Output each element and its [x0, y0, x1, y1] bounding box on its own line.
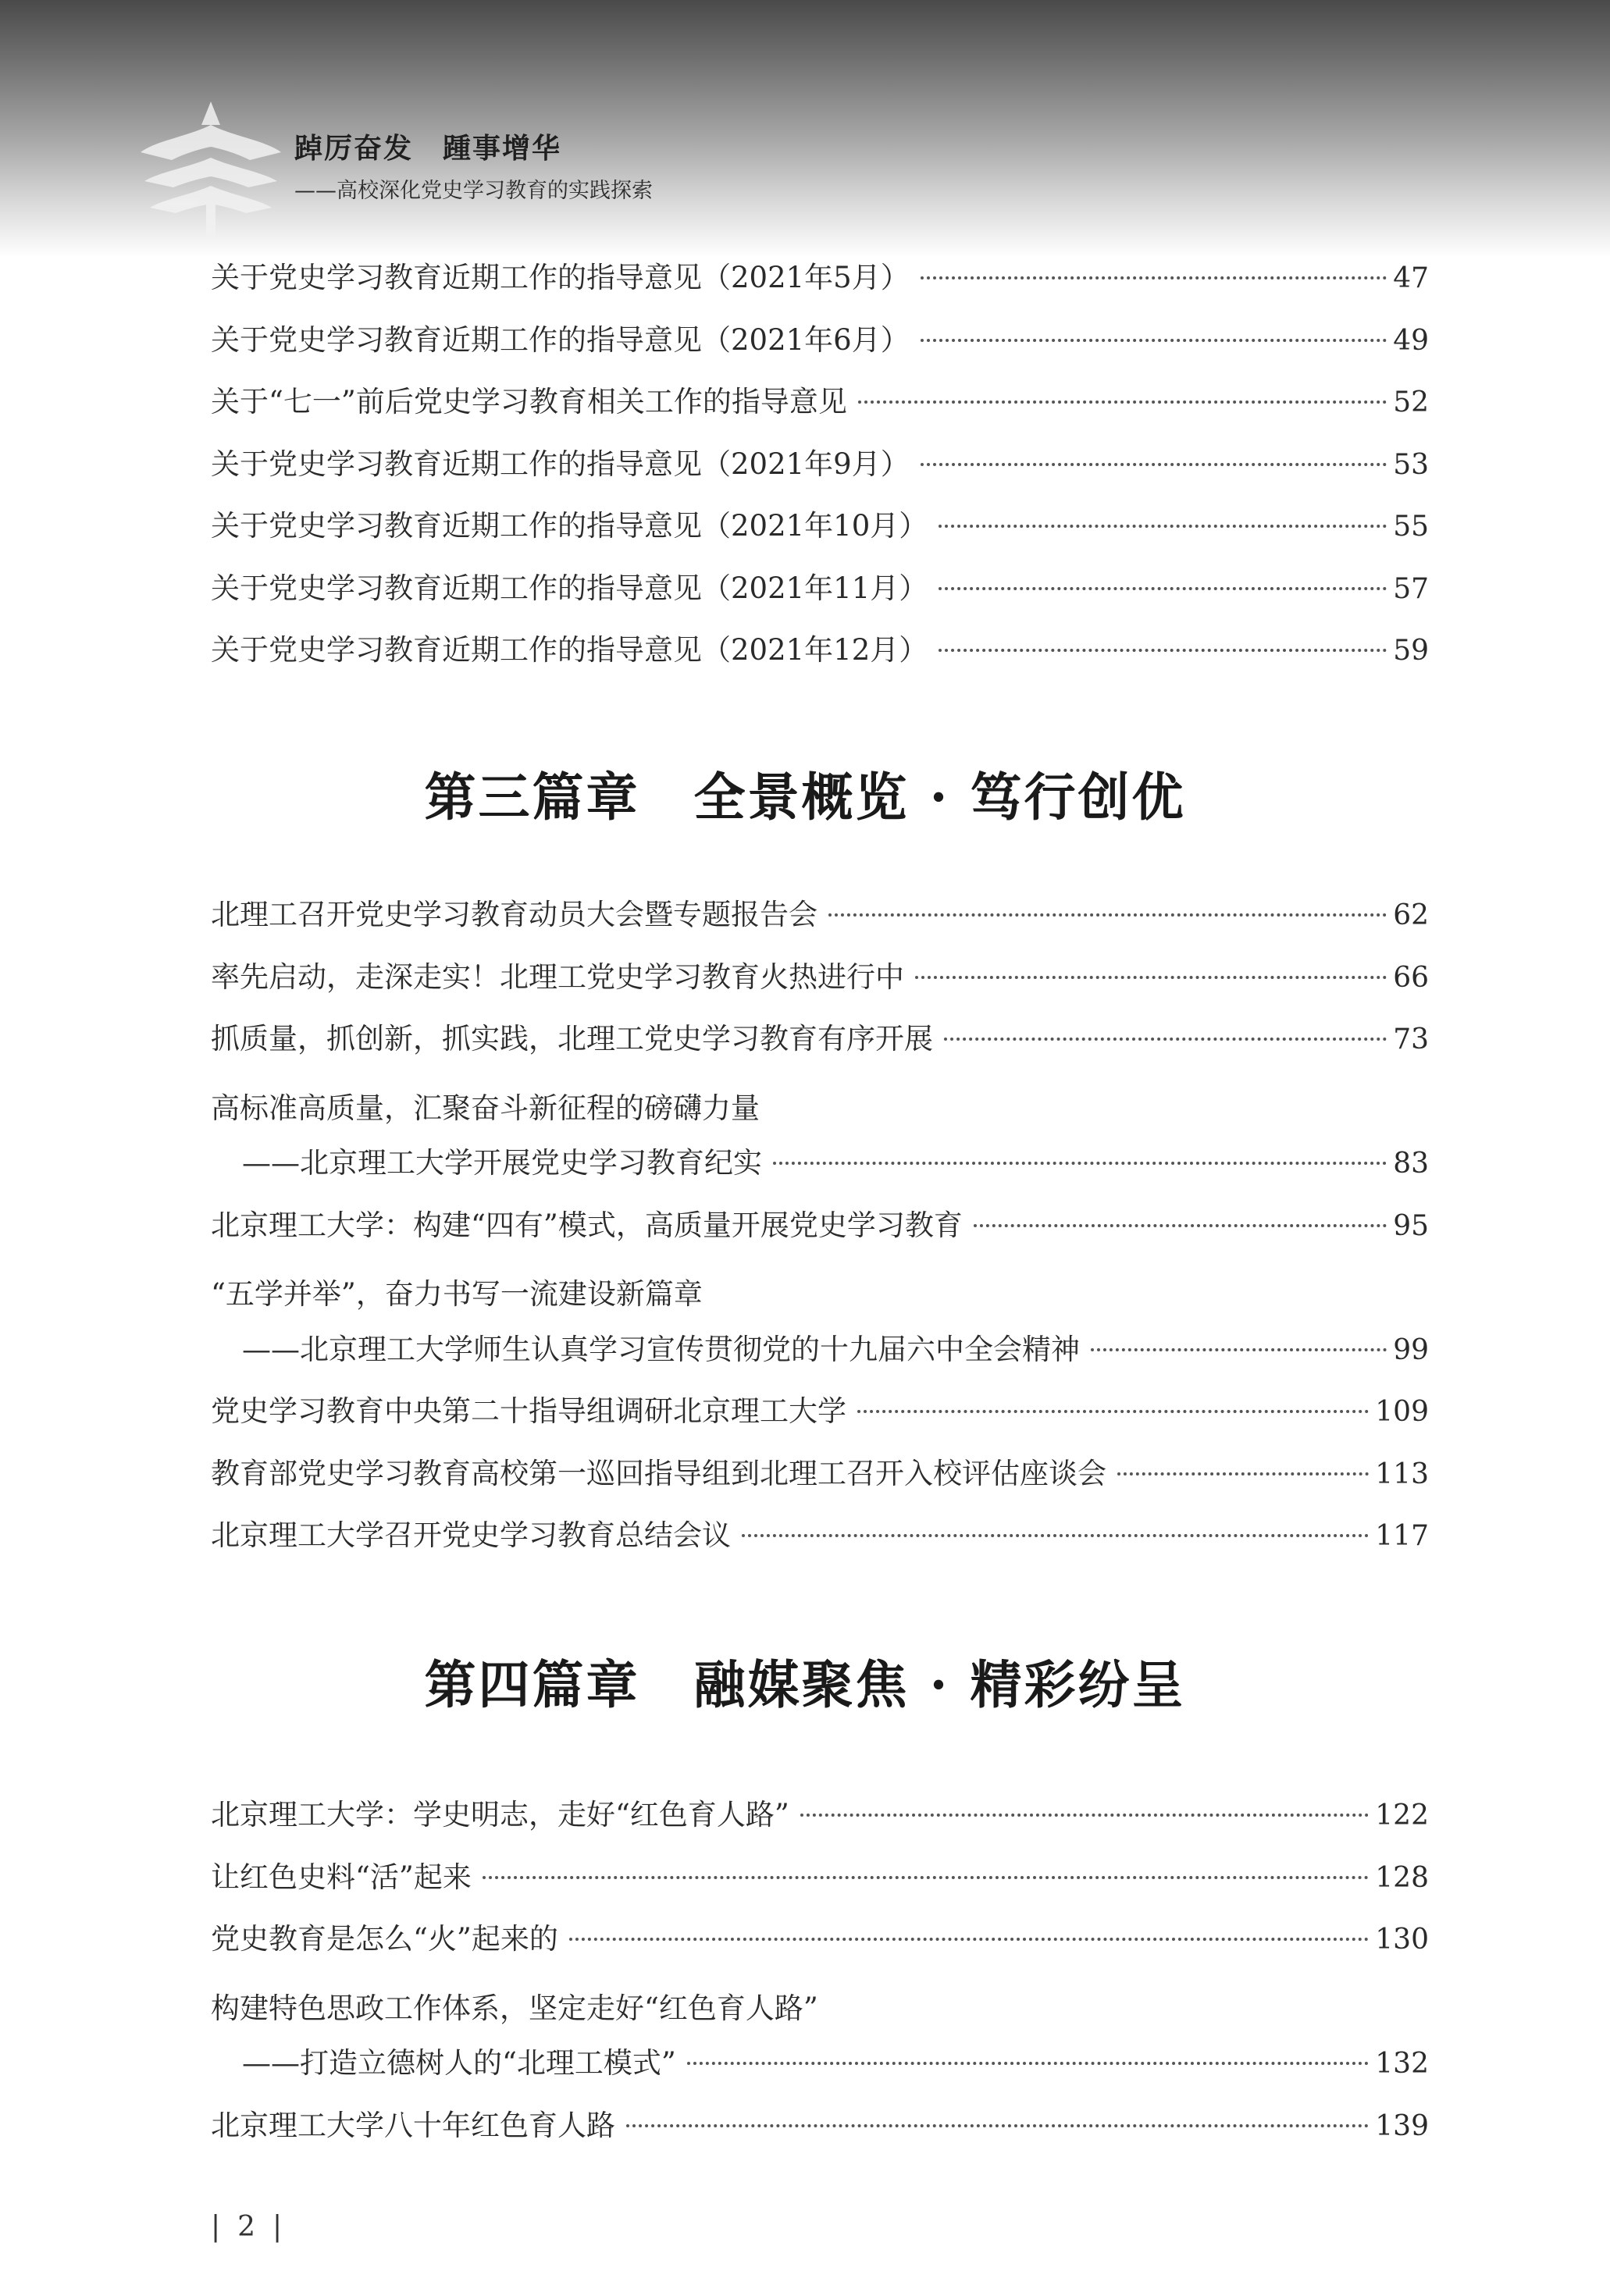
toc-entry-page: 47	[1393, 262, 1429, 294]
page-header-band	[0, 0, 1610, 258]
toc-entry-page: 49	[1393, 324, 1429, 357]
toc-entry-page: 117	[1375, 1520, 1429, 1552]
toc-entry-title: 党史学习教育中央第二十指导组调研北京理工大学	[211, 1394, 846, 1428]
toc-entry-page: 132	[1375, 2048, 1429, 2080]
toc-entry	[211, 440, 1429, 503]
dot-leader	[921, 339, 1387, 342]
toc-entry	[211, 1387, 1429, 1450]
toc-entry-title: 教育部党史学习教育高校第一巡回指导组到北理工召开入校评估座谈会	[211, 1456, 1106, 1490]
toc-entry-page: 99	[1393, 1333, 1429, 1366]
toc-entry	[211, 1791, 1429, 1853]
dot-leader	[1091, 1348, 1387, 1351]
toc-entry	[211, 1450, 1429, 1512]
dot-leader	[974, 1224, 1387, 1227]
toc-entry	[211, 2039, 1429, 2102]
stacked-pine-tree-logo-icon	[133, 94, 289, 242]
toc-entry-page: 53	[1393, 448, 1429, 481]
dot-leader	[626, 2124, 1369, 2127]
toc-entry-title: 关于党史学习教育近期工作的指导意见（2021年11月）	[211, 571, 928, 605]
toc-entry	[211, 953, 1429, 1016]
toc-entry	[211, 1139, 1429, 1201]
book-subtitle: ——高校深化党史学习教育的实践探索	[294, 179, 653, 203]
toc-entry	[211, 1326, 1429, 1388]
toc-entry-page: 55	[1393, 511, 1429, 543]
dot-leader	[857, 1410, 1369, 1413]
toc-entry	[211, 1915, 1429, 1977]
toc-entry-title: 让红色史料“活”起来	[211, 1860, 472, 1894]
toc-entry-title: “五学并举”，奋力书写一流建设新篇章	[211, 1277, 703, 1311]
toc-section-continued	[211, 254, 1429, 689]
toc-entry-title: 关于党史学习教育近期工作的指导意见（2021年6月）	[211, 322, 910, 357]
toc-entry-page: 122	[1375, 1799, 1429, 1831]
toc-entry-subtitle: ——北京理工大学开展党史学习教育纪实	[242, 1146, 762, 1180]
toc-entry	[211, 378, 1429, 440]
toc-entry-title: 构建特色思政工作体系，坚定走好“红色育人路”	[211, 1991, 818, 2025]
toc-entry-title: 北京理工大学召开党史学习教育总结会议	[211, 1518, 731, 1552]
page-footer	[211, 2211, 299, 2243]
toc-entry-page: 52	[1393, 386, 1429, 418]
toc-entry-page: 128	[1375, 1861, 1429, 1894]
dot-leader	[921, 276, 1387, 279]
dot-leader	[939, 525, 1387, 528]
toc-entry-page: 139	[1375, 2109, 1429, 2142]
book-title: 踔厉奋发 踵事增华	[294, 132, 562, 165]
toc-entry-title: 关于党史学习教育近期工作的指导意见（2021年12月）	[211, 633, 928, 667]
dot-leader	[569, 1938, 1369, 1941]
toc-entry-title: 北理工召开党史学习教育动员大会暨专题报告会	[211, 898, 817, 931]
toc-entry	[211, 316, 1429, 379]
toc-entry-subtitle: ——北京理工大学师生认真学习宣传贯彻党的十九届六中全会精神	[242, 1332, 1080, 1366]
toc-entry-page: 62	[1393, 899, 1429, 931]
toc-entry-title: 率先启动，走深走实！北理工党史学习教育火热进行中	[211, 959, 904, 994]
dot-leader	[921, 463, 1387, 466]
toc-entry	[211, 1853, 1429, 1916]
toc-entry-title: 关于党史学习教育近期工作的指导意见（2021年5月）	[211, 261, 910, 294]
toc-entry-title: 关于党史学习教育近期工作的指导意见（2021年9月）	[211, 447, 910, 481]
toc-entry	[211, 891, 1429, 953]
toc-entry	[211, 564, 1429, 627]
dot-leader	[800, 1814, 1369, 1817]
toc-entry	[211, 626, 1429, 689]
dot-leader	[939, 587, 1387, 590]
toc-entry-page: 59	[1393, 635, 1429, 667]
toc-entry-page: 95	[1393, 1209, 1429, 1242]
toc-entry-title: 关于党史学习教育近期工作的指导意见（2021年10月）	[211, 509, 928, 543]
toc-chapter-3	[211, 891, 1429, 1574]
toc-entry-title: 党史教育是怎么“火”起来的	[211, 1922, 558, 1956]
toc-entry-title: 抓质量，抓创新，抓实践，北理工党史学习教育有序开展	[211, 1022, 933, 1055]
dot-leader	[687, 2062, 1369, 2065]
toc-entry-page: 130	[1375, 1924, 1429, 1956]
toc-entry-page: 113	[1375, 1458, 1429, 1490]
toc-chapter-4	[211, 1791, 1429, 2163]
toc-entry	[211, 1511, 1429, 1574]
toc-entry-title: 北京理工大学：学史明志，走好“红色育人路”	[211, 1798, 789, 1831]
dot-leader	[773, 1162, 1387, 1165]
chapter-heading: 第四篇章 融媒聚焦 · 精彩纷呈	[424, 1654, 1186, 1715]
toc-entry-subtitle: ——打造立德树人的“北理工模式”	[242, 2046, 676, 2080]
toc-entry-title: 北京理工大学：构建“四有”模式，高质量开展党史学习教育	[211, 1208, 963, 1242]
footer-divider: |	[211, 2211, 221, 2243]
dot-leader	[858, 400, 1387, 404]
toc-entry	[211, 254, 1429, 316]
dot-leader	[915, 976, 1387, 979]
page-number: 2	[237, 2211, 256, 2243]
toc-entry-page: 57	[1393, 572, 1429, 605]
footer-divider: |	[272, 2211, 283, 2243]
dot-leader	[742, 1534, 1369, 1537]
toc-entry	[211, 1015, 1429, 1077]
toc-entry-page: 66	[1393, 961, 1429, 994]
dot-leader	[828, 913, 1387, 917]
dot-leader	[939, 649, 1387, 652]
toc-entry-page: 83	[1393, 1148, 1429, 1180]
toc-entry-page: 109	[1375, 1396, 1429, 1428]
toc-entry-title: 高标准高质量，汇聚奋斗新征程的磅礴力量	[211, 1091, 760, 1125]
toc-entry-title: 北京理工大学八十年红色育人路	[211, 2108, 615, 2142]
toc-entry	[211, 1201, 1429, 1264]
toc-entry	[211, 2102, 1429, 2164]
toc-entry-title: 关于“七一”前后党史学习教育相关工作的指导意见	[211, 385, 847, 418]
dot-leader	[944, 1038, 1387, 1041]
toc-entry-page: 73	[1393, 1023, 1429, 1055]
dot-leader	[483, 1876, 1369, 1879]
dot-leader	[1117, 1472, 1369, 1475]
toc-entry	[211, 502, 1429, 564]
chapter-heading: 第三篇章 全景概览 · 笃行创优	[424, 767, 1186, 828]
